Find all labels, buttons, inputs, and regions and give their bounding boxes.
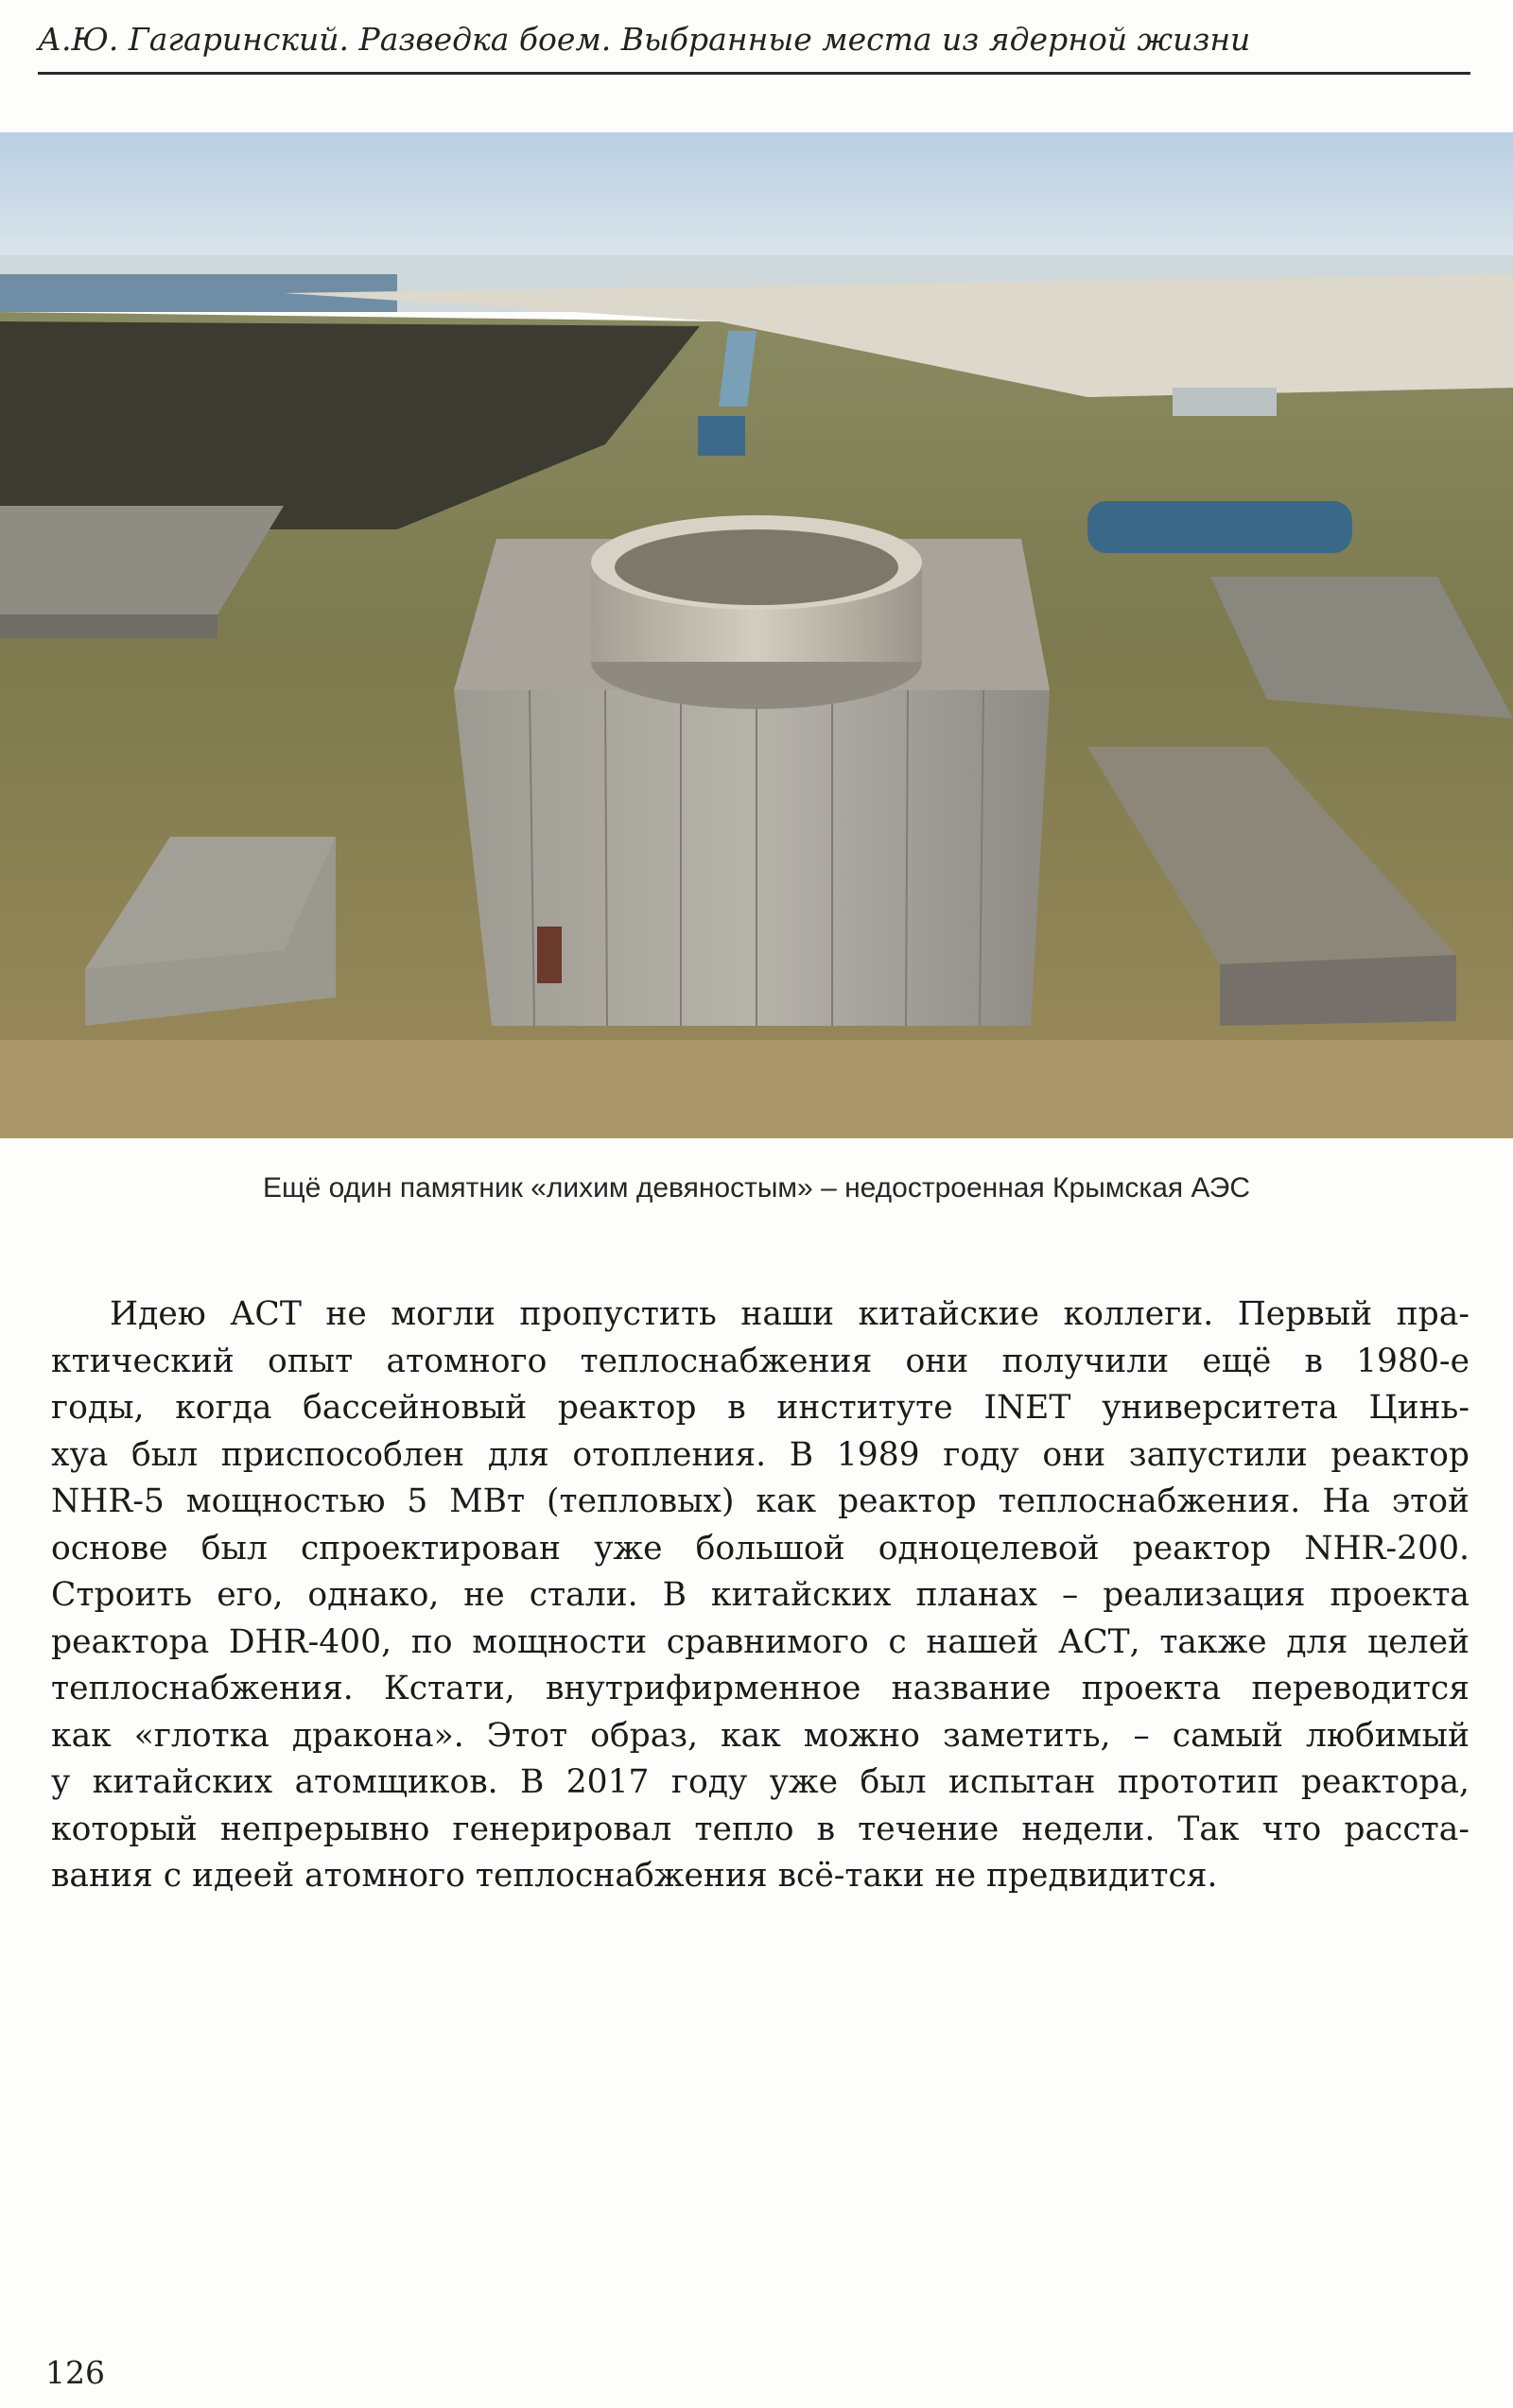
running-header: А.Ю. Гагаринский. Разведка боем. Выбранные места из ядерной жизни [38, 13, 1470, 75]
body-line: реактора DHR-400, по мощности сравнимого с нашей АСТ, также для целей [51, 1622, 1470, 1661]
body-line: Строить его, однако, не стали. В китайских планах – реализация проекта [51, 1576, 1470, 1614]
aerial-photo-crimean-npp [0, 132, 1513, 1138]
body-line: хуа был приспособлен для отопления. В 1989 году они запустили реактор [51, 1435, 1470, 1474]
body-line: Идею АСТ не могли пропустить наши китайские коллеги. Первый пра- [110, 1295, 1470, 1333]
body-line: вания с идеей атомного теплоснабжения всё-таки не предвидится. [51, 1857, 1218, 1895]
body-line: основе был спроектирован уже большой одноцелевой реактор NHR-200. [51, 1529, 1470, 1568]
body-line: у китайских атомщиков. В 2017 году уже был испытан прототип реактора, [51, 1763, 1470, 1801]
photo-caption: Ещё один памятник «лихим девяностым» – недостроенная Крымская АЭС [262, 1172, 1251, 1204]
body-line: который непрерывно генерировал тепло в течение недели. Так что расста- [51, 1810, 1470, 1848]
body-line: NHR-5 мощностью 5 МВт (тепловых) как реактор теплоснабжения. На этой [51, 1482, 1470, 1520]
body-line: как «глотка дракона». Этот образ, как можно заметить, – самый любимый [51, 1716, 1470, 1755]
body-paragraph [51, 1291, 1470, 1900]
body-line: ктический опыт атомного теплоснабжения они получили ещё в 1980-е [51, 1342, 1470, 1380]
body-line: годы, когда бассейновый реактор в институте INET университета Цинь- [51, 1389, 1470, 1427]
body-line: теплоснабжения. Кстати, внутрифирменное название проекта переводится [51, 1670, 1470, 1707]
page-number: 126 [45, 2354, 105, 2391]
